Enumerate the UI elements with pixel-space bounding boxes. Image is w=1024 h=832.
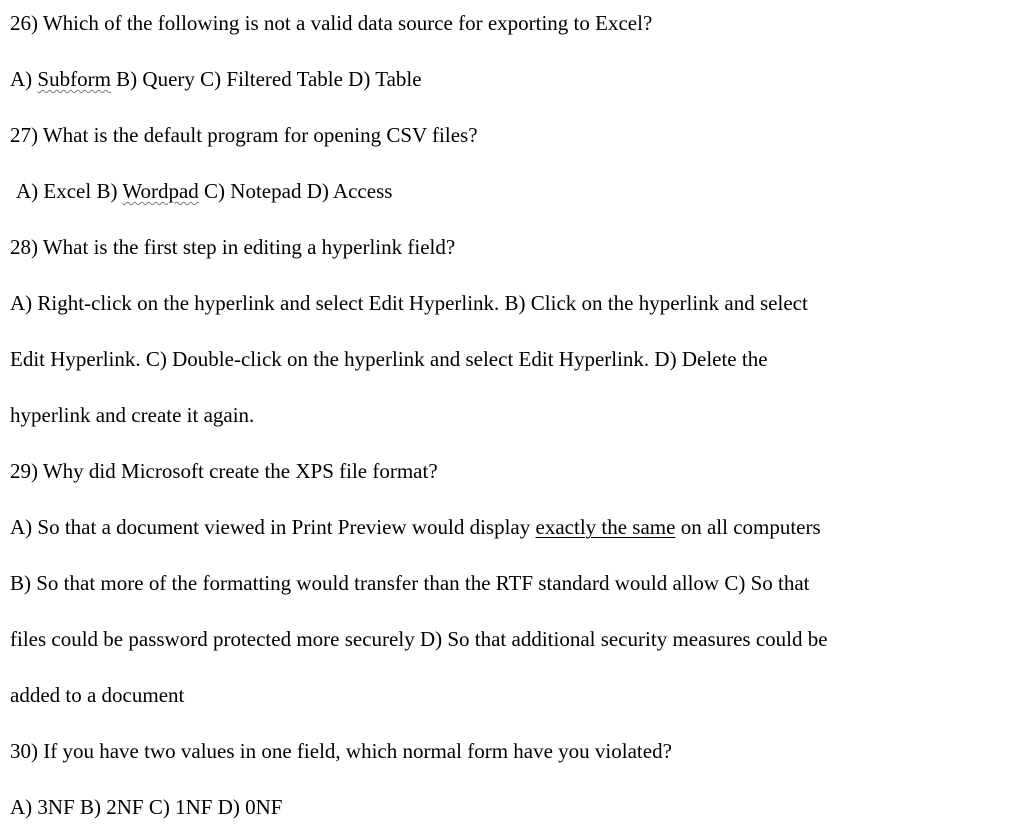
question-29 <box>10 458 438 484</box>
spellcheck-word: Wordpad <box>122 179 199 203</box>
options-text: Edit Hyperlink. C) Double-click on the hyperlink and select Edit Hyperlink. D) Delete the <box>10 347 768 371</box>
question-27-options <box>16 178 392 204</box>
question-30-options <box>10 794 282 820</box>
options-rest: B) Query C) Filtered Table D) Table <box>110 67 422 91</box>
question-28-options-line-1 <box>10 290 808 316</box>
question-28-options-line-3 <box>10 402 254 428</box>
options-suffix: on all computers <box>675 515 821 539</box>
options-rest: C) Notepad D) Access <box>198 179 393 203</box>
options-prefix: A) So that a document viewed in Print Preview would display <box>10 515 536 539</box>
spellcheck-word: Subform <box>37 67 111 91</box>
options-text: B) So that more of the formatting would transfer than the RTF standard would allow C) So that <box>10 571 810 595</box>
question-26 <box>10 10 652 36</box>
question-27 <box>10 122 478 148</box>
question-29-options-line-1 <box>10 514 821 540</box>
question-28-options-line-2 <box>10 346 768 372</box>
question-29-text: 29) Why did Microsoft create the XPS file format? <box>10 459 438 483</box>
question-26-options <box>10 66 422 92</box>
underlined-phrase: exactly the same <box>535 515 676 539</box>
options-text: A) 3NF B) 2NF C) 1NF D) 0NF <box>10 795 283 819</box>
options-text: hyperlink and create it again. <box>10 403 255 427</box>
options-text: added to a document <box>10 683 185 707</box>
question-29-options-line-2 <box>10 570 810 596</box>
option-a-prefix: A) <box>10 67 38 91</box>
question-29-options-line-4 <box>10 682 184 708</box>
options-text: files could be password protected more securely D) So that additional security measures could be <box>10 627 828 651</box>
question-30-text: 30) If you have two values in one field, which normal form have you violated? <box>10 739 672 763</box>
question-27-text: 27) What is the default program for opening CSV files? <box>10 123 478 147</box>
question-26-text: 26) Which of the following is not a valid data source for exporting to Excel? <box>10 11 653 35</box>
options-text: A) Right-click on the hyperlink and select Edit Hyperlink. B) Click on the hyperlink and select <box>10 291 808 315</box>
question-28 <box>10 234 455 260</box>
question-28-text: 28) What is the first step in editing a hyperlink field? <box>10 235 456 259</box>
question-30 <box>10 738 672 764</box>
options-prefix: A) Excel B) <box>16 179 123 203</box>
question-29-options-line-3 <box>10 626 828 652</box>
